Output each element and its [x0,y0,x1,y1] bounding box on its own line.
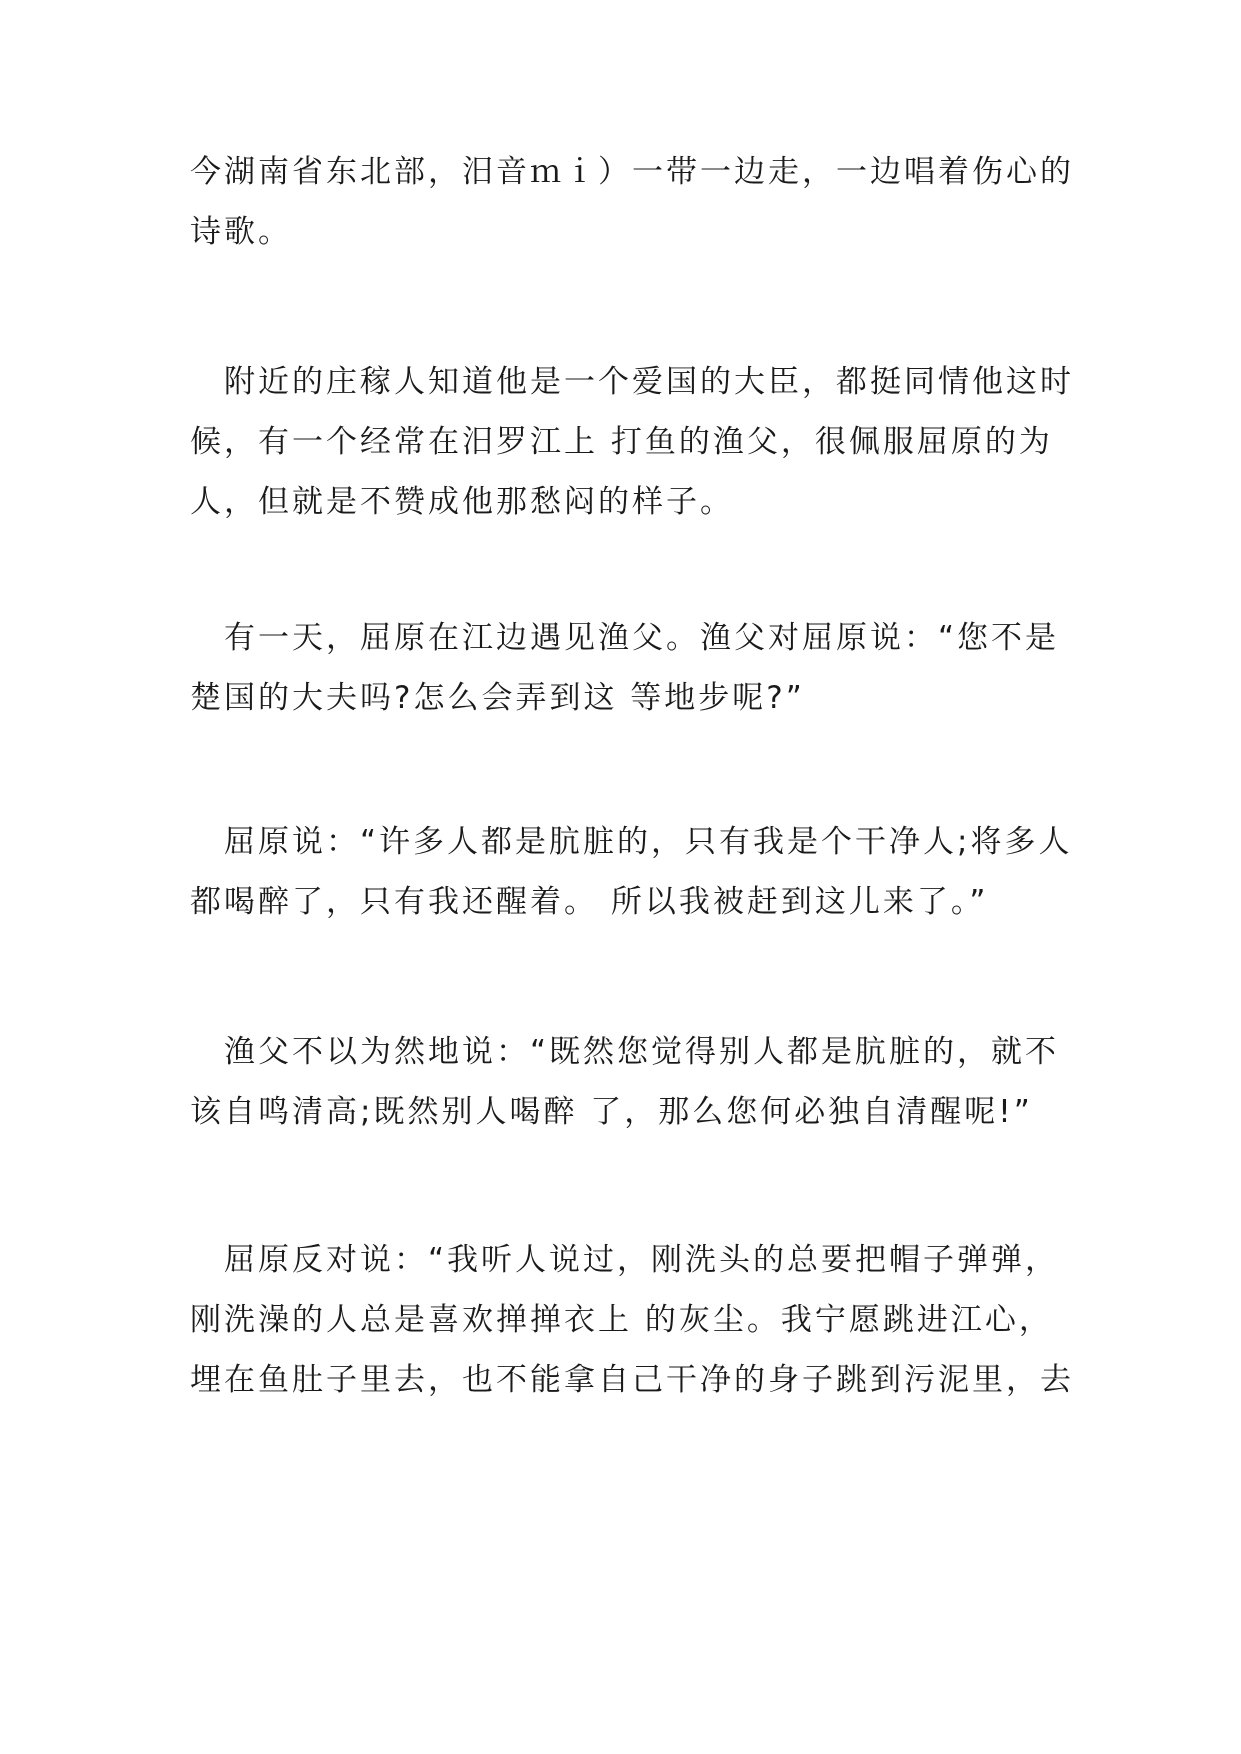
paragraph-3 [190,608,1060,728]
text-line: 人，但就是不赞成他那愁闷的样子。 [190,484,734,520]
text-line: 有一天，屈原在江边遇见渔父。渔父对屈原说：“您不是 [190,620,1060,656]
text-line: 候，有一个经常在汨罗江上 打鱼的渔父，很佩服屈原的为 [190,424,1053,460]
text-line: 屈原反对说：“我听人说过，刚洗头的总要把帽子弹弹， [190,1242,1060,1278]
paragraph-5 [190,1022,1060,1142]
text-line: 埋在鱼肚子里去，也不能拿自己干净的身子跳到污泥里，去 [190,1362,1074,1398]
paragraph-1 [190,142,1074,262]
text-line: 诗歌。 [190,214,292,250]
text-line: 该自鸣清高;既然别人喝醉 了，那么您何必独自清醒呢!” [190,1094,1033,1130]
paragraph-6 [190,1230,1074,1410]
text-line: 都喝醉了，只有我还醒着。 所以我被赶到这儿来了。” [190,884,989,920]
paragraph-4 [190,812,1073,932]
paragraph-2 [190,352,1074,532]
text-line: 渔父不以为然地说：“既然您觉得别人都是肮脏的，就不 [190,1034,1060,1070]
text-line: 刚洗澡的人总是喜欢掸掸衣上 的灰尘。我宁愿跳进江心， [190,1302,1053,1338]
text-line: 楚国的大夫吗?怎么会弄到这 等地步呢?” [190,680,805,716]
text-line: 屈原说：“许多人都是肮脏的，只有我是个干净人;将多人 [190,824,1073,860]
text-line: 今湖南省东北部，汨音ｍｉ）一带一边走，一边唱着伤心的 [190,154,1074,190]
text-line: 附近的庄稼人知道他是一个爱国的大臣，都挺同情他这时 [190,364,1074,400]
